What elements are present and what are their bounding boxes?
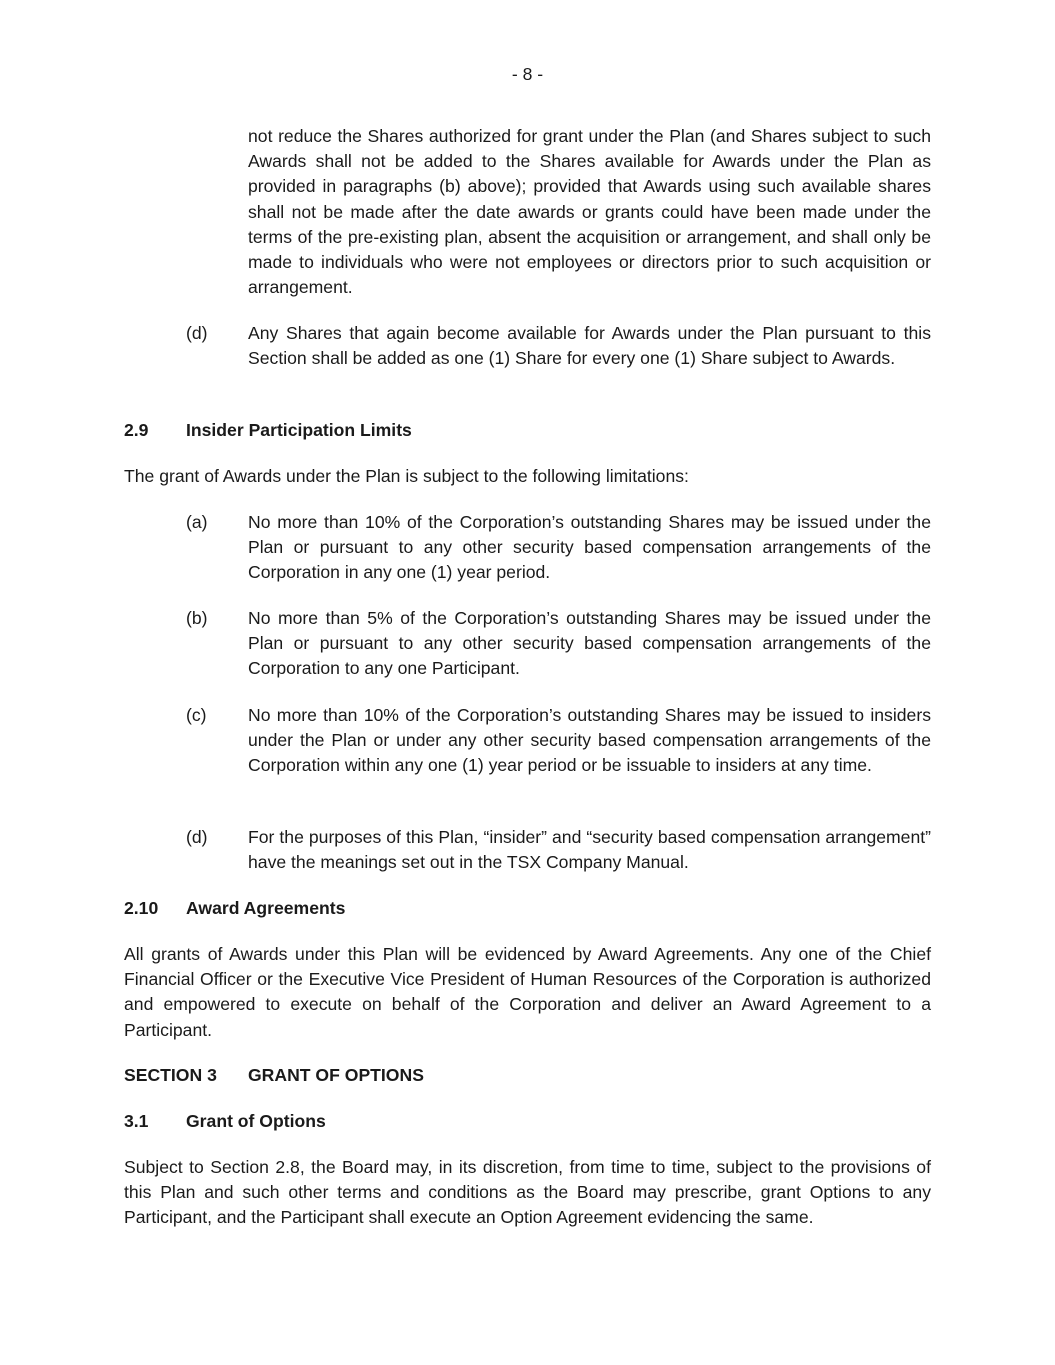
section-number: 2.9 [124,420,149,440]
section-title: Insider Participation Limits [186,420,412,440]
section-body: Subject to Section 2.8, the Board may, in its discretion, from time to time, subject to the provisions of this Plan and such other terms and conditions as the Board may prescribe, grant Options to any Participant, and the Participant shall execute an Option Agreement evidencing the same. [124,1157,931,1228]
section-body: All grants of Awards under this Plan will be evidenced by Award Agreements. Any one of the Chief Financial Officer or the Executive Vice President of Human Resources of the Corporation is authorized and empowered to execute on behalf of the Corporation and deliver an Award Agreement to a Participant. [124,944,931,1040]
list-item-text: Any Shares that again become available for Awards under the Plan pursuant to this Section shall be added as one (1) Share for every one (1) Share subject to Awards. [248,323,931,369]
section-number: 3.1 [124,1111,149,1131]
section-number: 2.10 [124,898,159,918]
page-number: - 8 - [511,64,544,84]
continuation-paragraph: not reduce the Shares authorized for grant under the Plan (and Shares subject to such Awards shall not be added to the Shares available for Awards under the Plan as provided in paragraphs (b) above); provided that Awards using such available shares shall not be made after the date awards or grants could have been made under the terms of the pre-existing plan, absent the acquisition or arrangement, and shall only be made to individuals who were not employees or directors prior to such acquisition or arrangement. [248,126,931,298]
list-item-text: No more than 10% of the Corporation’s outstanding Shares may be issued under the Plan or pursuant to any other security based compensation arrangements of the Corporation in any one (1) year period. [248,512,931,583]
section-title: Grant of Options [186,1111,326,1131]
list-item-label: (c) [186,705,207,725]
section-title: Award Agreements [186,898,346,918]
list-item-text: For the purposes of this Plan, “insider” and “security based compensation arrangement” have the meanings set out in the TSX Company Manual. [248,827,931,873]
list-item-label: (d) [186,323,208,343]
section-number: SECTION 3 [124,1065,217,1085]
section-title: GRANT OF OPTIONS [248,1065,424,1085]
list-item-label: (a) [186,512,208,532]
list-item-text: No more than 5% of the Corporation’s outstanding Shares may be issued under the Plan or pursuant to any other security based compensation arrangements of the Corporation to any one Participant. [248,608,931,679]
list-item-text: No more than 10% of the Corporation’s outstanding Shares may be issued to insiders under the Plan or under any other security based compensation arrangements of the Corporation within any one (1) year period or be issuable to insiders at any time. [248,705,931,776]
section-intro: The grant of Awards under the Plan is subject to the following limitations: [124,466,689,486]
list-item-label: (b) [186,608,208,628]
list-item-label: (d) [186,827,208,847]
